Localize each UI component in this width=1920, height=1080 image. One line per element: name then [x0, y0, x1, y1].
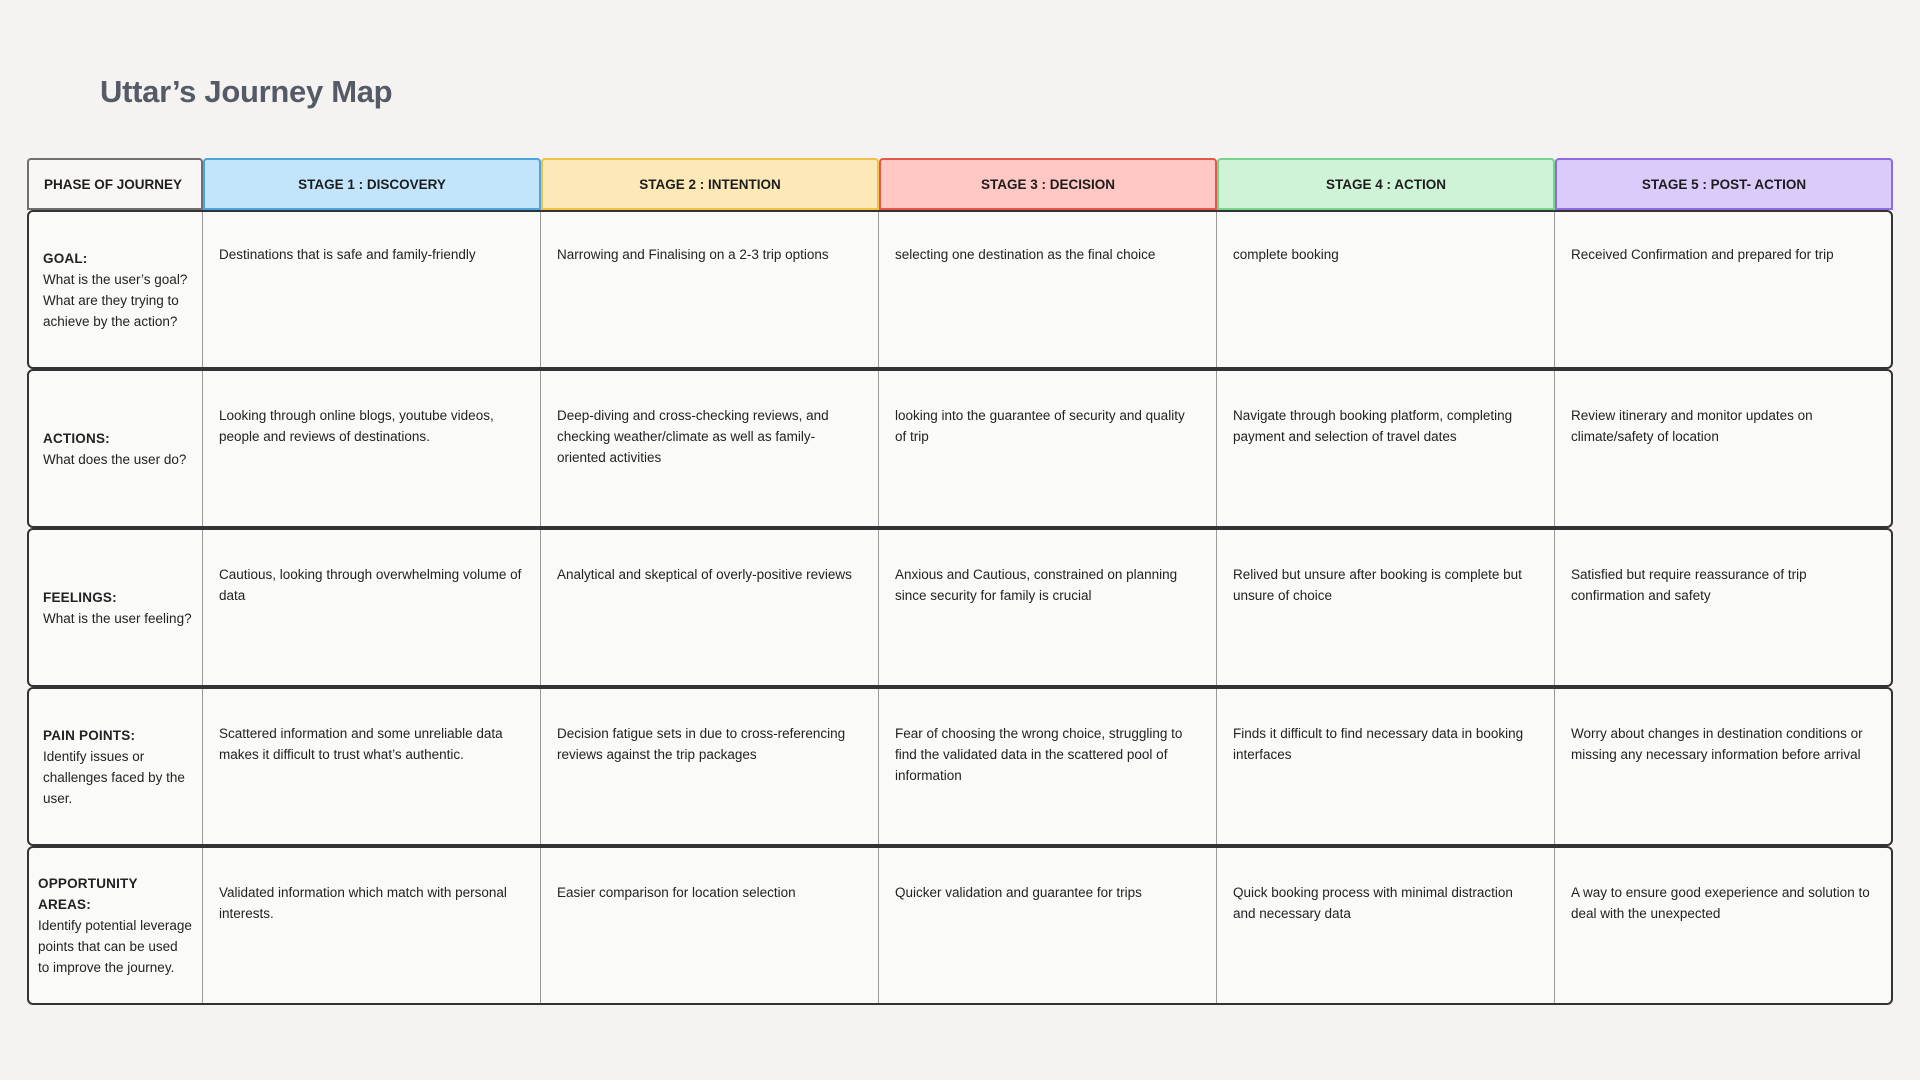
header-row	[27, 158, 1893, 210]
feelings-stage-5-cell: Satisfied but require reassurance of trip confirmation and safety	[1571, 567, 1807, 603]
actions-stage-4-cell: Navigate through booking platform, completing payment and selection of travel dates	[1217, 371, 1555, 526]
feelings-stage-3-cell: Anxious and Cautious, constrained on planning since security for family is crucial	[879, 530, 1217, 685]
row-description: What is the user feeling?	[43, 610, 192, 626]
opportunity-stage-3-cell: Quicker validation and guarantee for trips	[879, 848, 1217, 1003]
feelings-stage-1-cell: Cautious, looking through overwhelming volume of data	[203, 530, 541, 685]
pain-points-stage-2-cell: Decision fatigue sets in due to cross-referencing reviews against the trip packages	[541, 689, 879, 844]
row-heading: ACTIONS:	[43, 430, 110, 446]
pain-points-stage-5-cell: Worry about changes in destination conditions or missing any necessary information before arrival	[1571, 726, 1863, 762]
row-heading: FEELINGS:	[43, 589, 117, 605]
row-description: Identify potential leverage points that can be used to improve the journey.	[38, 918, 192, 975]
row-description: Identify issues or challenges faced by the user.	[43, 748, 185, 806]
goal-stage-1-cell: Destinations that is safe and family-friendly	[203, 212, 541, 367]
row-heading: PAIN POINTS:	[43, 727, 136, 743]
row-heading: OPPORTUNITY AREAS:	[38, 876, 138, 912]
opportunity-stage-5-cell: A way to ensure good exeperience and solution to deal with the unexpected	[1571, 885, 1870, 921]
row-label	[29, 212, 203, 367]
goal-stage-4-cell: complete booking	[1217, 212, 1555, 367]
opportunity-stage-1-cell: Validated information which match with personal interests.	[203, 848, 541, 1003]
goal-stage-3-cell: selecting one destination as the final choice	[879, 212, 1217, 367]
opportunity-stage-2-cell: Easier comparison for location selection	[541, 848, 879, 1003]
actions-stage-1-cell: Looking through online blogs, youtube videos, people and reviews of destinations.	[203, 371, 541, 526]
pain-points-stage-3-cell: Fear of choosing the wrong choice, struggling to find the validated data in the scattered pool of information	[879, 689, 1217, 844]
stage-5-header: STAGE 5 : POST- ACTION	[1555, 158, 1893, 210]
stage-3-header: STAGE 3 : DECISION	[879, 158, 1217, 210]
pain-points-row	[27, 687, 1893, 846]
goal-row	[27, 210, 1893, 369]
pain-points-stage-1-cell: Scattered information and some unreliable data makes it difficult to trust what’s authentic.	[203, 689, 541, 844]
goal-stage-2-cell: Narrowing and Finalising on a 2-3 trip options	[541, 212, 879, 367]
actions-stage-2-cell: Deep-diving and cross-checking reviews, and checking weather/climate as well as family-oriented activities	[541, 371, 879, 526]
row-label	[29, 530, 203, 685]
goal-stage-5-cell: Received Confirmation and prepared for trip	[1571, 247, 1834, 262]
phase-of-journey-header: PHASE OF JOURNEY	[27, 158, 203, 210]
row-label	[29, 848, 203, 1003]
actions-row	[27, 369, 1893, 528]
opportunity-areas-row	[27, 846, 1893, 1005]
stage-2-header: STAGE 2 : INTENTION	[541, 158, 879, 210]
journey-map-board	[27, 158, 1893, 1005]
row-description: What does the user do?	[43, 451, 187, 467]
opportunity-stage-4-cell: Quick booking process with minimal distraction and necessary data	[1217, 848, 1555, 1003]
stage-4-header: STAGE 4 : ACTION	[1217, 158, 1555, 210]
row-description: What is the user’s goal? What are they trying to achieve by the action?	[43, 271, 188, 329]
pain-points-stage-4-cell: Finds it difficult to find necessary data in booking interfaces	[1217, 689, 1555, 844]
row-label	[29, 371, 203, 526]
actions-stage-5-cell: Review itinerary and monitor updates on climate/safety of location	[1571, 408, 1813, 444]
feelings-row	[27, 528, 1893, 687]
actions-stage-3-cell: looking into the guarantee of security and quality of trip	[879, 371, 1217, 526]
page-title: Uttar’s Journey Map	[100, 74, 393, 109]
row-label	[29, 689, 203, 844]
stage-1-header: STAGE 1 : DISCOVERY	[203, 158, 541, 210]
feelings-stage-2-cell: Analytical and skeptical of overly-positive reviews	[541, 530, 879, 685]
feelings-stage-4-cell: Relived but unsure after booking is complete but unsure of choice	[1217, 530, 1555, 685]
row-heading: GOAL:	[43, 250, 88, 266]
